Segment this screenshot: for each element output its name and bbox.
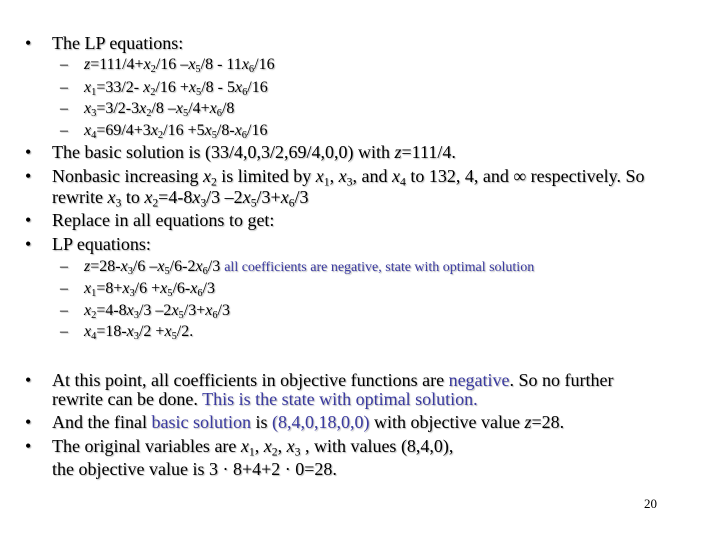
bullet-text: And the final basic solution is (8,4,0,18,0,0) with objective value z=28.	[52, 412, 565, 432]
equation-text: $z=111/4+x_2/16$ $-x_5/8 - 11x_6/16$	[84, 56, 275, 76]
equation-text: $x_1=33/2-$ $x_2/16 +x_5/8 - 5x_6/16$	[84, 79, 268, 99]
equation-text: $x_4=69/4+3x_2/16 +5x_5/8-x_6/16$	[84, 122, 268, 142]
bullet-text: the objective value is 3 · 8+4+2 · 0=28.	[52, 459, 337, 479]
equation-text: $x_3=3/2-3x_2/8$ $-x_5/4+x_6/8$	[84, 100, 235, 120]
dash-icon: –	[60, 280, 68, 297]
optimal-note: all coefficients are negative, state with optimal solution	[224, 260, 535, 275]
bullet-icon: •	[25, 412, 32, 432]
dash-icon: –	[60, 100, 68, 117]
dash-icon: –	[60, 302, 68, 319]
dash-icon: –	[60, 56, 68, 73]
bullet-text: rewrite can be done. This is the state with optimal solution.	[52, 389, 478, 409]
dash-icon: –	[60, 323, 68, 340]
bullet-text: The LP equations:	[52, 33, 184, 53]
bullet-icon: •	[25, 234, 32, 254]
equation-text: $x_4=18-x_3/2 +x_5/2$.	[84, 323, 194, 343]
bullet-text: The basic solution is (33/4,0,3/2,69/4,0,0) with z=111/4.	[52, 142, 456, 162]
dash-icon: –	[60, 258, 68, 275]
bullet-icon: •	[25, 436, 32, 456]
bullet-icon: •	[25, 142, 32, 162]
bullet-text: Replace in all equations to get:	[52, 210, 275, 230]
dash-icon: –	[60, 79, 68, 96]
bullet-icon: •	[25, 166, 32, 186]
bullet-text: The original variables are $x_1$, $x_2$, $x_3$ , with values (8,4,0),	[52, 436, 454, 459]
equation-text: $x_1=8+x_3/6 +x_5/6-x_6/3$	[84, 280, 215, 300]
bullet-text: Nonbasic increasing $x_2$ is limited by $x_1$, $x_3$, and $x_4$ to 132, 4, and ∞ respectively. So	[52, 166, 645, 189]
page-number: 20	[644, 496, 657, 511]
bullet-icon: •	[25, 370, 32, 390]
bullet-icon: •	[25, 33, 32, 53]
bullet-text: rewrite $x_3$ to $x_2=4-8x_3/3$ $-2x_5/3+x_6/3$	[52, 187, 309, 210]
dash-icon: –	[60, 122, 68, 139]
bullet-icon: •	[25, 210, 32, 230]
equation-text: $x_2=4-8x_3/3$ $-2x_5/3+x_6/3$	[84, 302, 230, 322]
equation-text: $z=28-x_3/6$ $-x_5/6-2x_6/3$ all coefficients are negative, state with optimal solution	[84, 258, 535, 278]
bullet-text: LP equations:	[52, 234, 151, 254]
bullet-text: At this point, all coefficients in objective functions are negative. So no further	[52, 370, 614, 390]
